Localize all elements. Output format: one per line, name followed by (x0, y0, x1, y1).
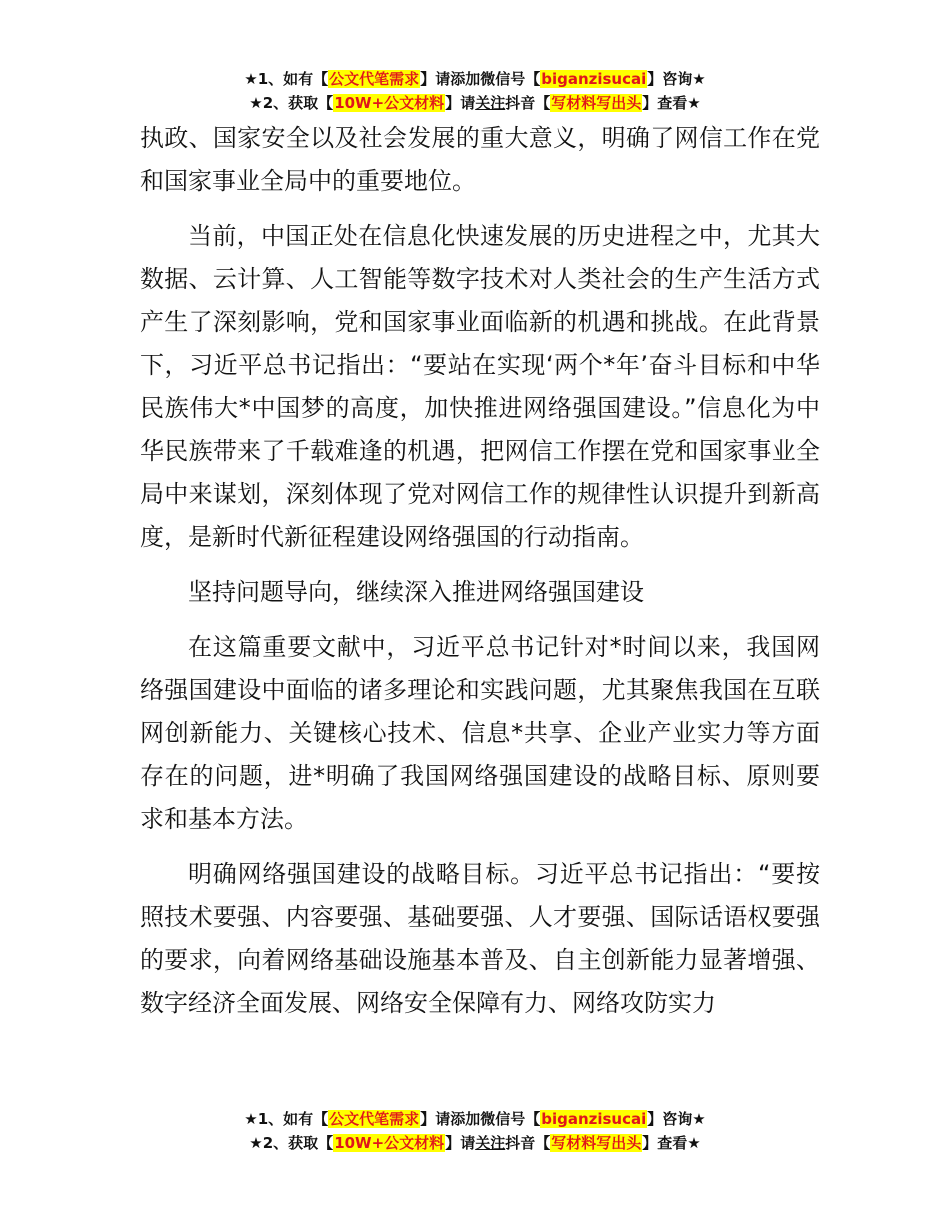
footer-line2-prefix: ★2、获取【 (249, 1134, 334, 1152)
footer-line2-highlight-materials: 10W+公文材料 (334, 1134, 445, 1152)
paragraph-continuation: 执政、国家安全以及社会发展的重大意义，明确了网信工作在党和国家事业全局中的重要地位。 (140, 124, 820, 195)
footer-line2-suffix: 】查看★ (642, 1134, 701, 1152)
header-line1-highlight-service: 公文代笔需求 (329, 70, 420, 88)
footer-ad-line-2 (0, 1134, 950, 1152)
header-line2-underlined-follow: 关注 (475, 94, 506, 112)
header-ad-line-1 (0, 70, 950, 88)
footer-line1-suffix: 】咨询★ (647, 1110, 706, 1128)
footer-ad-line-1 (0, 1110, 950, 1128)
document-body (140, 117, 820, 1037)
footer-line2-mid1: 】请 (445, 1134, 476, 1152)
header-line2-mid2: 抖音【 (505, 94, 551, 112)
footer-line1-highlight-service: 公文代笔需求 (329, 1110, 420, 1128)
paragraph-background: 当前，中国正处在信息化快速发展的历史进程之中，尤其大数据、云计算、人工智能等数字技术对人类社会的生产生活方式产生了深刻影响，党和国家事业面临新的机遇和挑战。在此背景下，习近平总书记指出：“要站在实现‘两个*年’奋斗目标和中华民族伟大*中国梦的高度，加快推进网络强国建设。”信息化为中华民族带来了千载难逢的机遇，把网信工作摆在党和国家事业全局中来谋划，深刻体现了党对网信工作的规律性认识提升到新高度，是新时代新征程建设网络强国的行动指南。 (140, 222, 820, 551)
footer-line2-underlined-follow: 关注 (475, 1134, 506, 1152)
footer-line2-highlight-douyin: 写材料写出头 (551, 1134, 642, 1152)
header-line2-highlight-materials: 10W+公文材料 (334, 94, 445, 112)
header-ad-line-2 (0, 94, 950, 112)
header-line2-suffix: 】查看★ (642, 94, 701, 112)
footer-line2-mid2: 抖音【 (505, 1134, 551, 1152)
header-line2-prefix: ★2、获取【 (249, 94, 334, 112)
header-line1-highlight-wechat: biganzisucai (541, 70, 647, 88)
header-line1-suffix: 】咨询★ (647, 70, 706, 88)
footer-line1-mid: 】请添加微信号【 (420, 1110, 541, 1128)
header-line2-highlight-douyin: 写材料写出头 (551, 94, 642, 112)
header-line2-mid1: 】请 (445, 94, 476, 112)
section-heading: 坚持问题导向，继续深入推进网络强国建设 (188, 578, 644, 606)
footer-line1-highlight-wechat: biganzisucai (541, 1110, 647, 1128)
paragraph-strategic-goal: 明确网络强国建设的战略目标。习近平总书记指出：“要按照技术要强、内容要强、基础要强、人才要强、国际话语权要强的要求，向着网络基础设施基本普及、自主创新能力显著增强、数字经济全面发展、网络安全保障有力、网络攻防实力 (140, 860, 820, 1017)
header-line1-prefix: ★1、如有【 (244, 70, 329, 88)
paragraph-problems: 在这篇重要文献中，习近平总书记针对*时间以来，我国网络强国建设中面临的诸多理论和实践问题，尤其聚焦我国在互联网创新能力、关键核心技术、信息*共享、企业产业实力等方面存在的问题，进*明确了我国网络强国建设的战略目标、原则要求和基本方法。 (140, 633, 820, 833)
footer-line1-prefix: ★1、如有【 (244, 1110, 329, 1128)
header-line1-mid: 】请添加微信号【 (420, 70, 541, 88)
